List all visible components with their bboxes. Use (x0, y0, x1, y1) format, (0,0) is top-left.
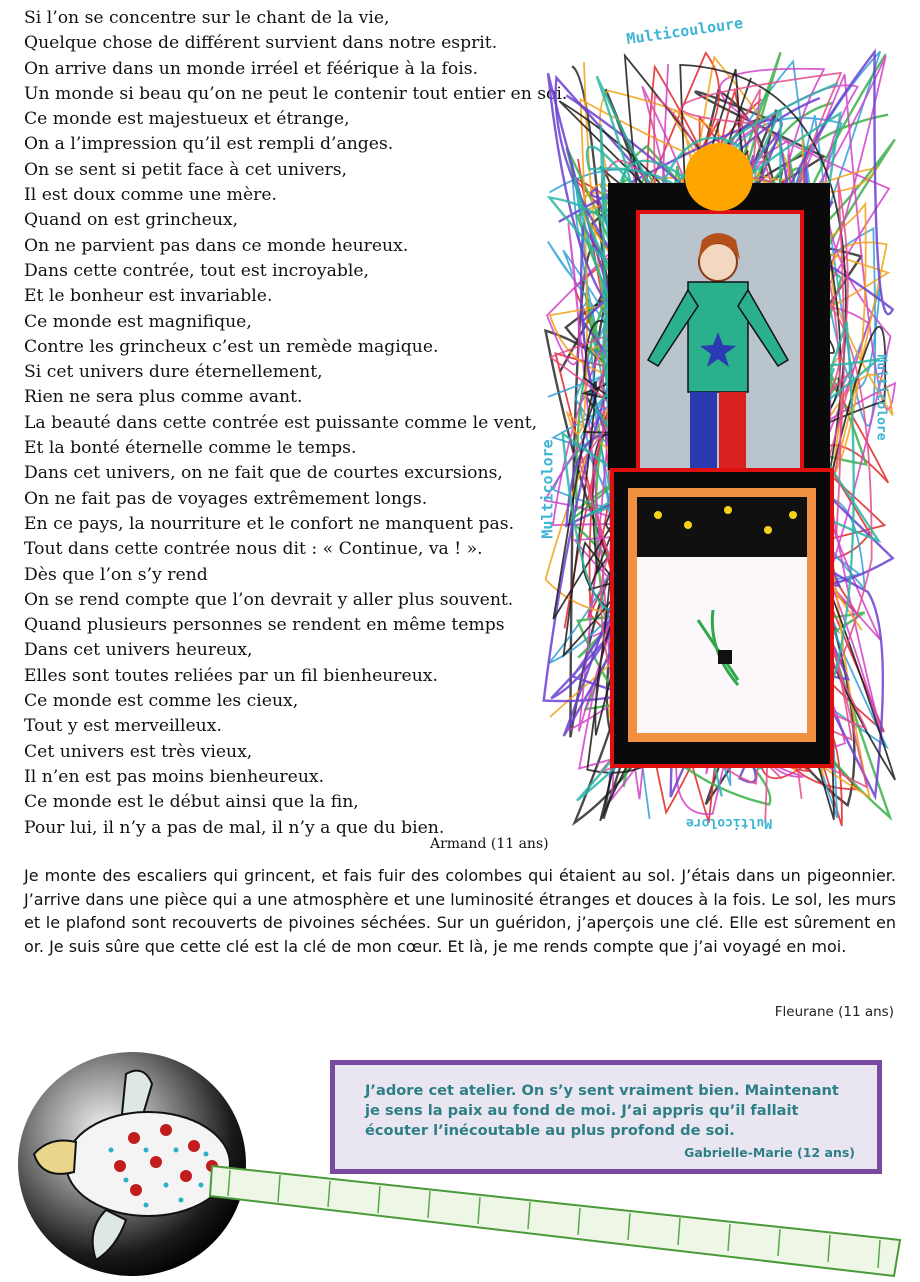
poem-line: On ne parvient pas dans ce monde heureux. (24, 235, 409, 256)
poem-line: Ce monde est le début ainsi que la fin, (24, 792, 359, 813)
drawing-night-sky (637, 497, 807, 557)
poem-author: Armand (11 ans) (430, 836, 549, 852)
poem-line: Il n’en est pas moins bienheureux. (24, 766, 325, 787)
poem-line: Et le bonheur est invariable. (24, 286, 273, 307)
poem-line: Contre les grincheux c’est un remède magique. (24, 336, 439, 357)
poem-line: Ce monde est magnifique, (24, 311, 252, 332)
art-label-bottom: Multicolore (686, 815, 773, 830)
scribble-artwork (528, 10, 913, 845)
quote-author: Gabrielle-Marie (12 ans) (684, 1145, 855, 1160)
poem-line: Quand plusieurs personnes se rendent en même temps (24, 615, 505, 636)
poem-line: Ce monde est comme les cieux, (24, 691, 299, 712)
poem-line: Rien ne sera plus comme avant. (24, 387, 303, 408)
poem-line: Quand on est grincheux, (24, 210, 239, 231)
art-label-right: Multicolore (873, 354, 889, 441)
sun (685, 143, 753, 211)
quote-text: J’adore cet atelier. On s’y sent vraiment bien. Maintenant je sens la paix au fond de moi. J’ai appris qu’il fallait écouter l’inécoutable au plus profond de soi. (365, 1082, 839, 1139)
poem-line: Ce monde est majestueux et étrange, (24, 109, 350, 130)
poem-line: Tout dans cette contrée nous dit : « Continue, va ! ». (24, 539, 483, 560)
poem-line: La beauté dans cette contrée est puissante comme le vent, (24, 412, 538, 433)
poem-line: Et la bonté éternelle comme le temps. (24, 438, 357, 459)
poem-line: Quelque chose de différent survient dans notre esprit. (24, 33, 498, 54)
poem-line: Pour lui, il n’y a pas de mal, il n’y a que du bien. (24, 817, 445, 838)
drawing-star (764, 526, 772, 534)
prose-paragraph: Je monte des escaliers qui grincent, et fais fuir des colombes qui étaient au sol. J’étais dans un pigeonnier. J’arrive dans une pièce qui a une atmosphère et une luminosité étranges et douces à la fois. Le sol, les murs et le plafond sont recouverts de pivoines séchées. Sur un guéridon, j’aperçois une clé. Elle est sûrement en or. Je suis sûre que cette clé est la clé de mon cœur. Et là, je me rends compte que j’ai voyagé en moi. (24, 866, 896, 956)
poem-line: On a l’impression qu’il est rempli d’anges. (24, 134, 394, 155)
drawing-figure (718, 650, 732, 664)
turtle-illustration (16, 1050, 256, 1278)
art-label-top: Multicouloure (625, 13, 745, 49)
drawing-star (724, 506, 732, 514)
drawing-star (789, 511, 797, 519)
figure-leg-right (719, 392, 746, 470)
poem-line: Si cet univers dure éternellement, (24, 362, 323, 383)
poem-line: Un monde si beau qu’on ne peut le contenir tout entier en soi. (24, 83, 568, 104)
scribble-drawing (528, 10, 913, 845)
poem-line: Dès que l’on s’y rend (24, 564, 208, 585)
poem-line: On se rend compte que l’on devrait y aller plus souvent. (24, 589, 514, 610)
poem-line: Tout y est merveilleux. (24, 716, 222, 737)
poem-line: Dans cet univers heureux, (24, 640, 253, 661)
poem-line: Dans cet univers, on ne fait que de courtes excursions, (24, 463, 503, 484)
drawing-star (654, 511, 662, 519)
drawing-star (684, 521, 692, 529)
quote-box (330, 1060, 882, 1174)
poem-line: On ne fait pas de voyages extrêmement longs. (24, 488, 428, 509)
prose-author: Fleurane (11 ans) (774, 1004, 894, 1020)
poem-line: On se sent si petit face à cet univers, (24, 159, 348, 180)
figure-leg-left (690, 392, 717, 470)
poem-line: En ce pays, la nourriture et le confort ne manquent pas. (24, 513, 515, 534)
poem-line: Dans cette contrée, tout est incroyable, (24, 260, 369, 281)
poem-line: Elles sont toutes reliées par un fil bienheureux. (24, 665, 438, 686)
art-label-left: Multicolore (538, 439, 557, 539)
poem-line: Cet univers est très vieux, (24, 741, 253, 762)
poem-line: On arrive dans un monde irréel et féérique à la fois. (24, 58, 479, 79)
poem-line: Il est doux comme une mère. (24, 185, 277, 206)
poem-line: Si l’on se concentre sur le chant de la vie, (24, 8, 390, 28)
